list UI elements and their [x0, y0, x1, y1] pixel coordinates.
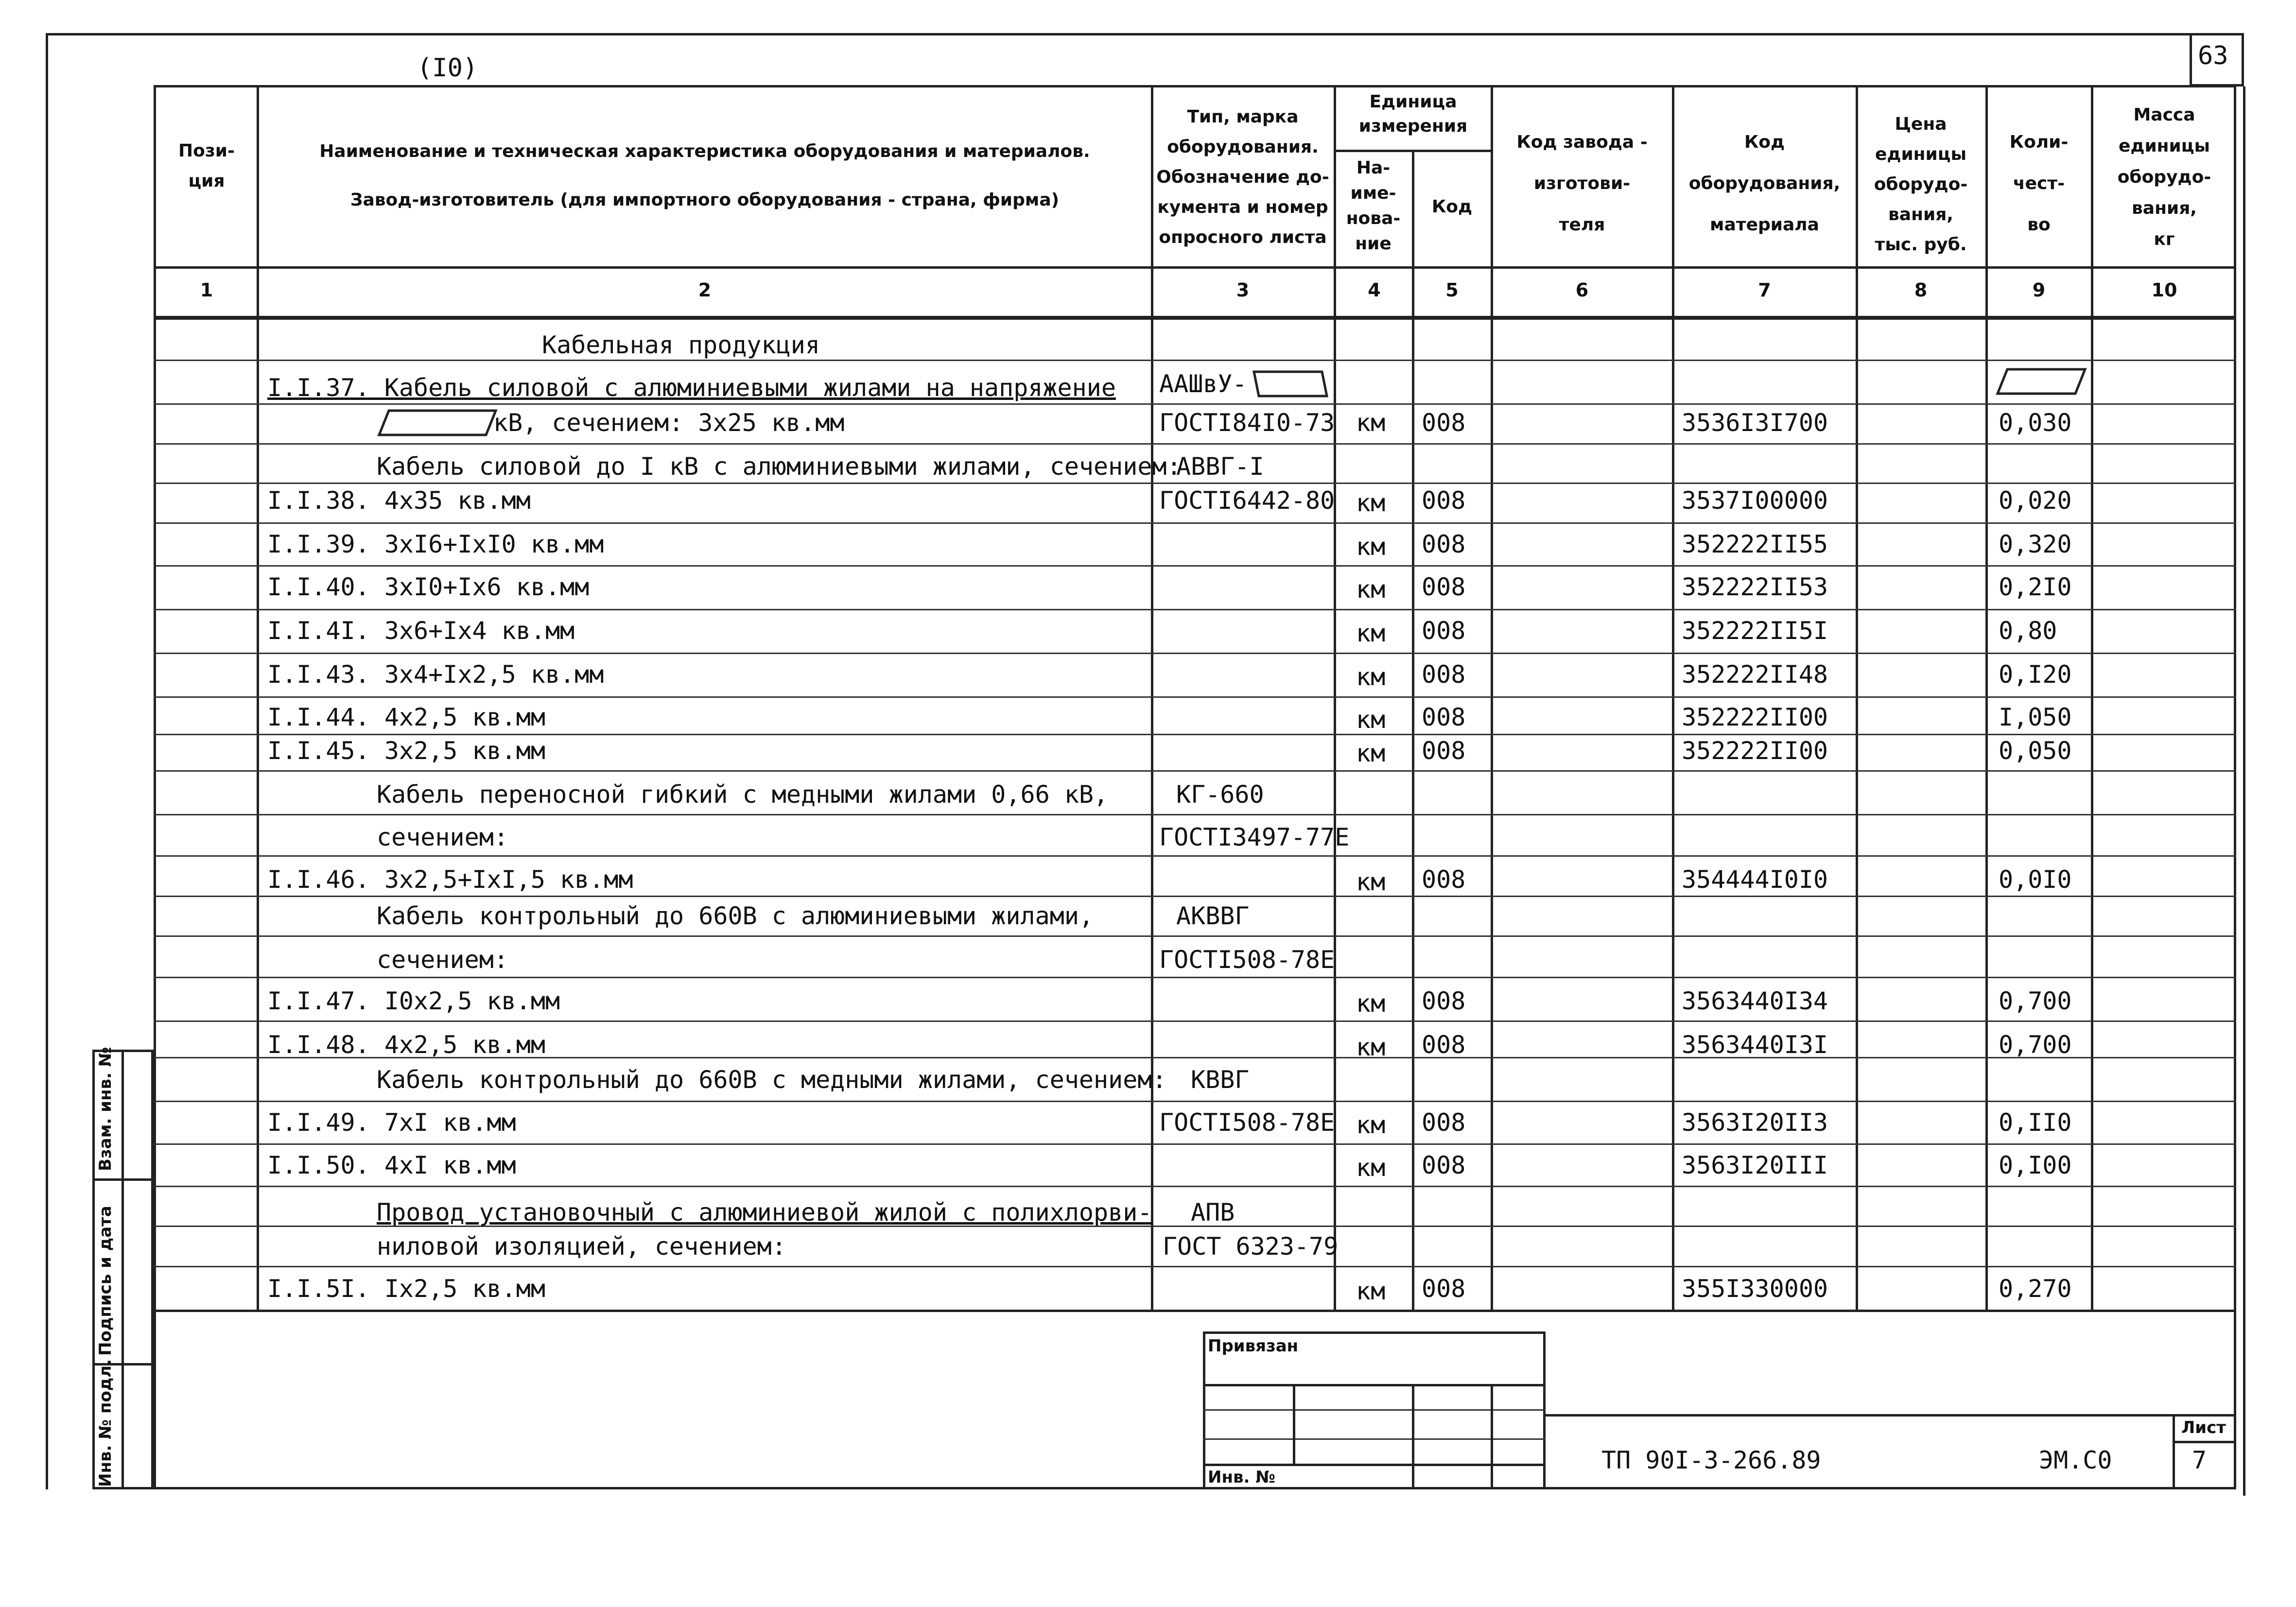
row-5-qty: 0,320 [1999, 530, 2072, 558]
row-7-mat: 352222II5I [1682, 617, 1828, 645]
row-line [154, 935, 2236, 937]
row-line [154, 734, 2236, 735]
col-line-8 [1985, 85, 1988, 1312]
outer-left-line [46, 33, 48, 1489]
row-8-name: I.I.43. 3х4+Iх2,5 кв.мм [267, 660, 604, 689]
row-7-code: 008 [1422, 617, 1466, 645]
section-code: ЭМ.С0 [2039, 1446, 2112, 1474]
row-line [154, 1020, 2236, 1022]
row-13-name: I.I.46. 3х2,5+IхI,5 кв.мм [267, 865, 633, 894]
row-2-mat: 3536I3I700 [1682, 409, 1828, 437]
row-19-qty: 0,II0 [1999, 1108, 2072, 1137]
page-top-label: (I0) [417, 53, 478, 83]
row-19-type: ГОСТI508-78Е [1159, 1108, 1335, 1137]
row-20-unit: км [1356, 1154, 1386, 1182]
stamp-vline [1293, 1384, 1295, 1464]
col-number-2: 2 [698, 279, 712, 301]
row-2-name: кВ, сечением: 3х25 кв.мм [493, 409, 845, 437]
row-13-code: 008 [1422, 865, 1466, 894]
outer-top-line [46, 33, 2190, 35]
side-strip-line [122, 1050, 124, 1489]
row-9-qty: I,050 [1999, 703, 2072, 731]
sheet-label: Лист [2181, 1418, 2226, 1437]
row-19-code: 008 [1422, 1108, 1466, 1137]
header-col10: Масса единицы оборудо- вания, кг [2117, 105, 2211, 249]
stamp-line [1203, 1409, 1546, 1411]
row-5-code: 008 [1422, 530, 1466, 558]
row-line [154, 443, 2236, 445]
row-2-qty: 0,030 [1999, 409, 2072, 437]
row-16-unit: км [1356, 989, 1386, 1018]
header-col3: Тип, марка оборудования. Обозначение до- кумента и номер опросного листа [1156, 107, 1329, 247]
row-line [154, 360, 2236, 361]
row-4-qty: 0,020 [1999, 486, 2072, 515]
blank-field-icon [374, 408, 501, 437]
sheet-number: 7 [2192, 1446, 2207, 1474]
side-label-b: Подпись и дата [96, 1206, 115, 1356]
col-number-1: 1 [200, 279, 213, 301]
row-22-name: ниловой изоляцией, сечением: [377, 1232, 786, 1261]
row-13-qty: 0,0I0 [1999, 865, 2072, 894]
row-line [154, 609, 2236, 610]
title-block-top-line [1546, 1414, 2236, 1417]
row-12-name: сечением: [377, 823, 508, 851]
row-4-type: ГОСТI6442-80 [1159, 486, 1335, 515]
row-21-name: Провод установочный с алюминиевой жилой с полихлорви- [377, 1198, 1152, 1227]
stamp-vline [1491, 1384, 1493, 1489]
row-9-mat: 352222II00 [1682, 703, 1828, 731]
numbers-bottom-line [154, 316, 2236, 320]
row-4-name: I.I.38. 4х35 кв.мм [267, 486, 531, 515]
row-20-code: 008 [1422, 1151, 1466, 1179]
row-20-name: I.I.50. 4хI кв.мм [267, 1151, 516, 1179]
col-line-6 [1672, 85, 1674, 1312]
row-11-name: Кабель переносной гибкий с медными жилами 0,66 кВ, [377, 780, 1109, 809]
page-number: 63 [2198, 41, 2228, 70]
row-17-name: I.I.48. 4х2,5 кв.мм [267, 1031, 545, 1059]
row-9-code: 008 [1422, 703, 1466, 731]
row-6-unit: км [1356, 575, 1386, 604]
header-col4: На- име- нова- ние [1346, 158, 1401, 254]
col-line-5 [1491, 85, 1493, 1312]
row-10-unit: км [1356, 739, 1386, 767]
stamp-line [1203, 1464, 1546, 1466]
col-number-6: 6 [1575, 279, 1589, 301]
row-2-code: 008 [1422, 409, 1466, 437]
row-line [154, 977, 2236, 978]
row-16-mat: 3563440I34 [1682, 987, 1828, 1015]
header-col2: Наименование и техническая характеристика оборудования и материалов. Завод-изготовитель (для импортного оборудования - страна, фирма) [319, 141, 1090, 210]
col-number-10: 10 [2151, 279, 2177, 301]
row-23-name: I.I.5I. Iх2,5 кв.мм [267, 1275, 545, 1303]
row-5-name: I.I.39. 3хI6+IхI0 кв.мм [267, 530, 604, 558]
row-21-type: АПВ [1191, 1198, 1235, 1227]
row-19-name: I.I.49. 7хI кв.мм [267, 1108, 516, 1137]
col-line-2 [1151, 85, 1153, 1312]
header-unit-group: Единица измерения [1358, 92, 1468, 136]
row-line [154, 483, 2236, 484]
row-14-name: Кабель контрольный до 660В с алюминиевыми жилами, [377, 902, 1094, 930]
col-line-1 [257, 85, 259, 1312]
header-col9: Коли- чест- во [2009, 132, 2069, 235]
row-2-type: ГОСТI84I0-73 [1159, 409, 1335, 437]
col-line-4 [1412, 151, 1414, 1312]
row-7-name: I.I.4I. 3х6+Iх4 кв.мм [267, 617, 575, 645]
table-body-bottom-line [154, 1310, 2236, 1312]
row-4-unit: км [1356, 489, 1386, 517]
stamp-line [1203, 1384, 1546, 1386]
header-col7: Код оборудования, материала [1688, 132, 1841, 235]
row-20-mat: 3563I20III [1682, 1151, 1828, 1179]
row-23-qty: 0,270 [1999, 1275, 2072, 1303]
row-19-unit: км [1356, 1111, 1386, 1139]
row-10-qty: 0,050 [1999, 737, 2072, 765]
header-col5: Код [1431, 197, 1473, 217]
row-4-mat: 3537I00000 [1682, 486, 1828, 515]
row-14-type: АКВВГ [1176, 902, 1250, 930]
row-9-unit: км [1356, 706, 1386, 734]
row-18-name: Кабель контрольный до 660В с медными жилами, сечением: [377, 1066, 1167, 1094]
header-col1: Пози- ция [178, 141, 235, 191]
row-7-qty: 0,80 [1999, 617, 2057, 645]
row-line [154, 1186, 2236, 1187]
row-line [154, 653, 2236, 654]
side-label-c: Инв. № подл. [96, 1359, 115, 1487]
row-10-name: I.I.45. 3х2,5 кв.мм [267, 737, 545, 765]
row-line [154, 896, 2236, 897]
blank-field-icon [1993, 364, 2090, 398]
row-4-code: 008 [1422, 486, 1466, 515]
row-23-unit: км [1356, 1277, 1386, 1305]
col-number-4: 4 [1368, 279, 1381, 301]
sheet-box-line [2173, 1441, 2236, 1443]
header-bottom-line [154, 266, 2236, 269]
row-16-name: I.I.47. I0х2,5 кв.мм [267, 987, 560, 1015]
row-3-type: АВВГ-I [1176, 452, 1264, 481]
stamp-line [1203, 1438, 1546, 1440]
row-7-unit: км [1356, 619, 1386, 647]
col-number-8: 8 [1914, 279, 1928, 301]
row-13-mat: 354444I0I0 [1682, 865, 1828, 894]
row-6-name: I.I.40. 3хI0+Iх6 кв.мм [267, 573, 590, 601]
row-line [154, 855, 2236, 857]
row-6-mat: 352222II53 [1682, 573, 1828, 601]
row-20-qty: 0,I00 [1999, 1151, 2072, 1179]
row-3-name: Кабель силовой до I кВ с алюминиевыми жилами, сечением: [377, 452, 1182, 481]
row-16-qty: 0,700 [1999, 987, 2072, 1015]
row-6-code: 008 [1422, 573, 1466, 601]
row-2-unit: км [1356, 409, 1386, 437]
row-line [154, 814, 2236, 815]
col-line-7 [1856, 85, 1858, 1312]
row-12-type: ГОСТI3497-77Е [1159, 823, 1350, 851]
row-18-type: КВВГ [1191, 1066, 1250, 1094]
row-line [154, 565, 2236, 567]
outer-right-line [2243, 86, 2245, 1496]
unit-group-line [1334, 150, 1491, 152]
stamp-vline [1412, 1384, 1414, 1489]
row-8-code: 008 [1422, 660, 1466, 689]
stamp-inv-label: Инв. № [1208, 1468, 1276, 1487]
row-17-unit: км [1356, 1033, 1386, 1061]
row-10-code: 008 [1422, 737, 1466, 765]
row-line [154, 522, 2236, 524]
side-strip-line [92, 1178, 154, 1181]
row-22-type: ГОСТ 6323-79 [1163, 1232, 1339, 1261]
row-line [154, 770, 2236, 772]
row-1-type: ААШвУ- [1159, 370, 1247, 398]
row-15-type: ГОСТI508-78Е [1159, 946, 1335, 974]
header-col8: Цена единицы оборудо- вания, тыс. руб. [1874, 114, 1968, 255]
side-label-a: Взам. инв. № [96, 1047, 115, 1171]
col-line-9 [2091, 85, 2093, 1312]
row-15-name: сечением: [377, 946, 508, 974]
row-line [154, 1101, 2236, 1102]
row-5-mat: 352222II55 [1682, 530, 1828, 558]
row-13-unit: км [1356, 868, 1386, 896]
stamp-privyazan-label: Привязан [1208, 1336, 1299, 1356]
header-col6: Код завода - изготови- теля [1516, 132, 1648, 235]
row-19-mat: 3563I20II3 [1682, 1108, 1828, 1137]
row-17-qty: 0,700 [1999, 1031, 2072, 1059]
doc-code: ТП 90I-3-266.89 [1601, 1446, 1821, 1474]
row-line [154, 1143, 2236, 1145]
col-number-9: 9 [2032, 279, 2046, 301]
row-11-type: КГ-660 [1176, 780, 1264, 809]
row-1-name: I.I.37. Кабель силовой с алюминиевыми жилами на напряжение [267, 374, 1116, 402]
row-6-qty: 0,2I0 [1999, 573, 2072, 601]
row-line [154, 403, 2236, 405]
sheet-box-line [2173, 1414, 2175, 1489]
row-8-mat: 352222II48 [1682, 660, 1828, 689]
row-8-unit: км [1356, 663, 1386, 691]
col-number-3: 3 [1236, 279, 1250, 301]
col-number-7: 7 [1758, 279, 1771, 301]
col-number-5: 5 [1445, 279, 1459, 301]
row-17-mat: 3563440I3I [1682, 1031, 1828, 1059]
row-10-mat: 352222II00 [1682, 737, 1828, 765]
row-line [154, 1266, 2236, 1267]
section-heading: Кабельная продукция [542, 331, 820, 359]
row-9-name: I.I.44. 4х2,5 кв.мм [267, 703, 545, 731]
row-line [154, 696, 2236, 698]
blank-field-icon [1244, 369, 1332, 398]
row-16-code: 008 [1422, 987, 1466, 1015]
row-23-code: 008 [1422, 1275, 1466, 1303]
row-17-code: 008 [1422, 1031, 1466, 1059]
row-23-mat: 355I330000 [1682, 1275, 1828, 1303]
row-8-qty: 0,I20 [1999, 660, 2072, 689]
row-5-unit: км [1356, 533, 1386, 561]
